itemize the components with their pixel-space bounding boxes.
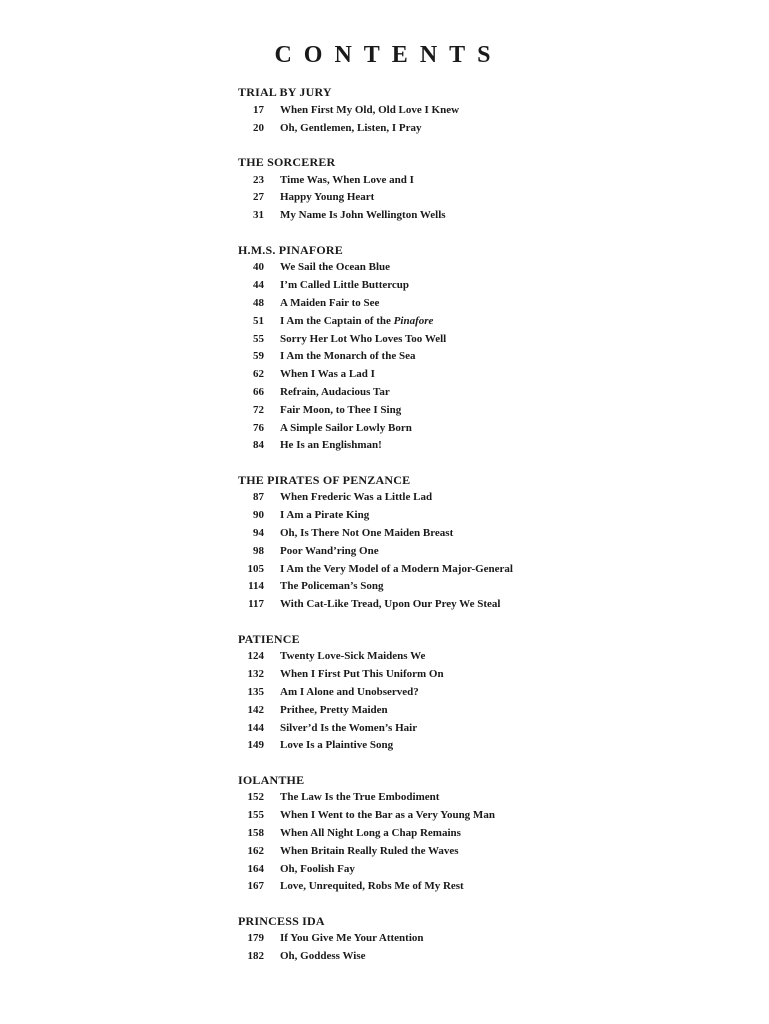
entry-title-text: Love, Unrequited, Robs Me of My Rest	[280, 880, 464, 893]
toc-entry	[238, 789, 698, 807]
page-number: 27	[253, 191, 264, 204]
entry-title	[280, 313, 433, 331]
entry-title	[280, 789, 439, 807]
page-number: 94	[253, 527, 264, 540]
entry-title-text: Oh, Gentlemen, Listen, I Pray	[280, 121, 422, 134]
entry-title	[280, 102, 459, 120]
page-number: 62	[253, 368, 264, 381]
page-number: 167	[247, 880, 264, 893]
entry-title	[280, 420, 412, 438]
toc-section	[238, 472, 698, 614]
entry-title-text: We Sail the Ocean Blue	[280, 261, 390, 274]
entry-title	[280, 737, 393, 755]
entry-title-text: When All Night Long a Chap Remains	[280, 826, 461, 839]
toc-entry	[238, 207, 698, 225]
entry-title-text: Am I Alone and Unobserved?	[280, 685, 419, 698]
toc-entry	[238, 596, 698, 614]
entry-title	[280, 525, 453, 543]
page-number: 182	[247, 950, 264, 963]
entry-title-text: Silver’d Is the Women’s Hair	[280, 721, 418, 734]
entry-title-text: Oh, Goddess Wise	[280, 950, 366, 963]
toc-entry	[238, 331, 698, 349]
toc-section	[238, 84, 698, 137]
entry-title	[280, 207, 446, 225]
entry-title	[280, 348, 415, 366]
entry-title-text: Oh, Foolish Fay	[280, 862, 355, 875]
entry-title	[280, 578, 384, 596]
section-heading: TRIAL BY JURY	[238, 85, 332, 99]
toc-entry	[238, 172, 698, 190]
entry-title	[280, 402, 401, 420]
page-number: 23	[253, 173, 264, 186]
entry-title	[280, 948, 365, 966]
entry-title	[280, 843, 459, 861]
toc-entry	[238, 720, 698, 738]
entry-title-text: Sorry Her Lot Who Loves Too Well	[280, 332, 447, 345]
toc-entry	[238, 437, 698, 455]
entry-title	[280, 878, 464, 896]
page-number: 144	[247, 721, 264, 734]
entry-title-text: I Am a Pirate King	[280, 509, 370, 522]
entry-title	[280, 702, 388, 720]
entry-title-text: When I Was a Lad I	[280, 368, 375, 381]
entry-title-text: When First My Old, Old Love I Knew	[280, 103, 460, 116]
entry-title-text: I Am the Monarch of the Sea	[280, 350, 416, 363]
entry-title-text: When I Went to the Bar as a Very Young Man	[280, 809, 495, 822]
toc-entry	[238, 561, 698, 579]
toc-entry	[238, 525, 698, 543]
section-heading: PATIENCE	[238, 631, 300, 646]
page-number: 142	[247, 703, 264, 716]
entry-title	[280, 684, 419, 702]
entry-title	[280, 259, 390, 277]
entry-title-text: I Am the Captain of the	[280, 314, 394, 327]
toc-entry	[238, 489, 698, 507]
section-heading: THE SORCERER	[238, 154, 336, 169]
toc-section	[238, 913, 698, 966]
entry-title	[280, 366, 375, 384]
page-number: 76	[253, 421, 264, 434]
page-number: 152	[247, 791, 264, 804]
page-number: 132	[247, 668, 264, 681]
page-number: 135	[247, 685, 264, 698]
toc-entry	[238, 189, 698, 207]
entry-title-text: Prithee, Pretty Maiden	[280, 703, 388, 716]
entry-title	[280, 384, 390, 402]
section-heading: PRINCESS IDA	[238, 913, 325, 928]
page-number: 114	[248, 580, 264, 593]
page-number: 17	[253, 103, 264, 116]
entry-title	[280, 648, 425, 666]
section-heading: IOLANTHE	[238, 772, 305, 787]
entry-title	[280, 331, 446, 349]
entry-title	[280, 295, 379, 313]
entry-title-italic: Pinafore	[393, 314, 434, 327]
entry-title	[280, 543, 379, 561]
section-heading: THE PIRATES OF PENZANCE	[238, 472, 411, 487]
page-number: 179	[247, 932, 264, 945]
entry-title	[280, 189, 374, 207]
entry-title	[280, 807, 495, 825]
page-number: 105	[247, 562, 264, 575]
toc-entry	[238, 578, 698, 596]
entry-title	[280, 861, 355, 879]
toc-entry	[238, 543, 698, 561]
toc-entry	[238, 825, 698, 843]
toc-entry	[238, 737, 698, 755]
entry-title-text: When I First Put This Uniform On	[280, 668, 444, 681]
section-heading: H.M.S. PINAFORE	[238, 242, 343, 257]
toc-entry	[238, 384, 698, 402]
toc-entry	[238, 348, 698, 366]
entry-title	[280, 489, 432, 507]
toc-entry	[238, 259, 698, 277]
entry-title-text: A Maiden Fair to See	[280, 296, 380, 309]
page-number: 87	[253, 491, 264, 504]
entry-title-text: The Law Is the True Embodiment	[280, 791, 440, 804]
page-number: 164	[247, 862, 264, 875]
toc-entry	[238, 666, 698, 684]
entry-title-text: A Simple Sailor Lowly Born	[280, 421, 412, 434]
page-number: 90	[253, 509, 264, 522]
toc-entry	[238, 684, 698, 702]
page-number: 31	[253, 209, 264, 222]
page-title: CONTENTS	[274, 42, 503, 68]
page-number: 59	[253, 350, 264, 363]
entry-title-text: My Name Is John Wellington Wells	[280, 209, 446, 222]
toc-entry	[238, 102, 698, 120]
entry-title-text: Happy Young Heart	[280, 191, 375, 204]
entry-title-text: He Is an Englishman!	[280, 439, 382, 452]
entry-title-text: Poor Wand’ring One	[280, 544, 379, 557]
entry-title	[280, 596, 500, 614]
page-number: 44	[253, 279, 264, 292]
entry-title-text: Twenty Love-Sick Maidens We	[280, 650, 426, 663]
entry-title-text: Time Was, When Love and I	[280, 173, 414, 186]
page-number: 55	[253, 332, 264, 345]
entry-title	[280, 120, 421, 138]
page-number: 124	[247, 650, 264, 663]
entry-title-text: The Policeman’s Song	[280, 580, 384, 593]
page-number: 98	[253, 544, 264, 557]
entry-title-text: Love Is a Plaintive Song	[280, 739, 394, 752]
toc-entry	[238, 861, 698, 879]
toc-entry	[238, 948, 698, 966]
entry-title	[280, 172, 414, 190]
entry-title-text: Oh, Is There Not One Maiden Breast	[280, 527, 454, 540]
page-number: 158	[247, 826, 264, 839]
toc-entry	[238, 930, 698, 948]
toc-entry	[238, 120, 698, 138]
entry-title	[280, 437, 382, 455]
page-number: 155	[247, 809, 264, 822]
entry-title-text: When Britain Really Ruled the Waves	[280, 844, 459, 857]
toc-entry	[238, 313, 698, 331]
toc-entry	[238, 878, 698, 896]
entry-title-text: With Cat-Like Tread, Upon Our Prey We Steal	[280, 598, 501, 611]
toc-entry	[238, 507, 698, 525]
page-number: 149	[247, 739, 264, 752]
toc-entry	[238, 295, 698, 313]
entry-title	[280, 277, 409, 295]
page-number: 51	[253, 314, 264, 327]
entry-title-text: Fair Moon, to Thee I Sing	[280, 403, 402, 416]
page-number: 84	[253, 439, 264, 452]
table-of-contents	[238, 84, 698, 983]
page-number: 48	[253, 296, 264, 309]
toc-section	[238, 772, 698, 897]
page-number: 72	[253, 403, 264, 416]
entry-title-text: If You Give Me Your Attention	[280, 932, 424, 945]
page-number: 162	[247, 844, 264, 857]
page-number: 20	[253, 121, 264, 134]
entry-title	[280, 825, 461, 843]
toc-entry	[238, 277, 698, 295]
entry-title	[280, 720, 417, 738]
entry-title-text: Refrain, Audacious Tar	[280, 385, 390, 398]
toc-section	[238, 242, 698, 456]
toc-entry	[238, 366, 698, 384]
entry-title	[280, 561, 513, 579]
entry-title-text: When Frederic Was a Little Lad	[280, 491, 433, 504]
page-number: 117	[248, 598, 264, 611]
entry-title-text: I’m Called Little Buttercup	[280, 279, 410, 292]
toc-entry	[238, 843, 698, 861]
entry-title-text: I Am the Very Model of a Modern Major-General	[280, 562, 513, 575]
entry-title	[280, 666, 444, 684]
toc-section	[238, 631, 698, 756]
toc-entry	[238, 402, 698, 420]
toc-entry	[238, 648, 698, 666]
toc-entry	[238, 807, 698, 825]
toc-entry	[238, 420, 698, 438]
entry-title	[280, 930, 424, 948]
toc-section	[238, 154, 698, 225]
page-number: 40	[253, 261, 264, 274]
entry-title	[280, 507, 369, 525]
page-number: 66	[253, 385, 264, 398]
toc-entry	[238, 702, 698, 720]
